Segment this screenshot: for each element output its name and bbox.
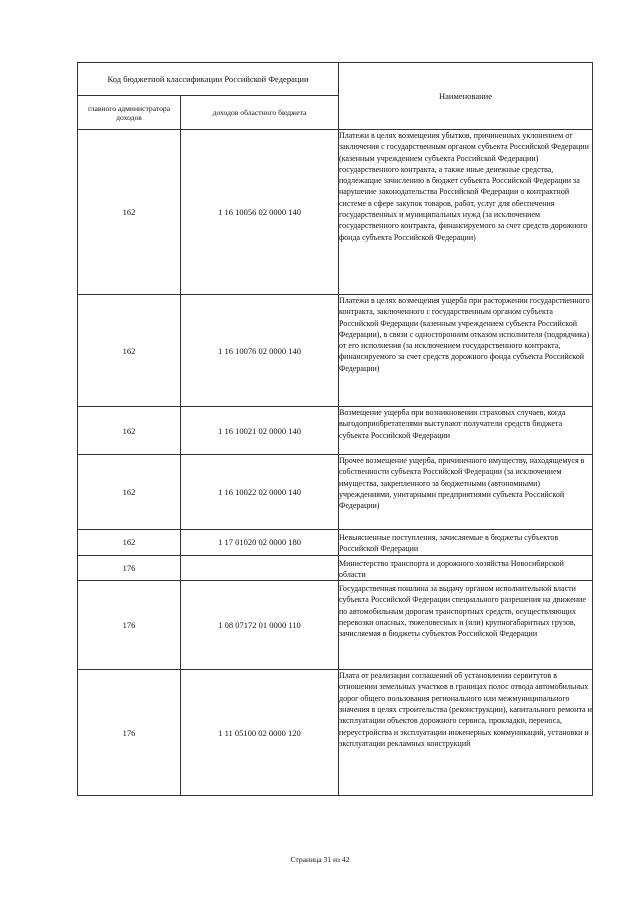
- admin-code-cell: 162: [78, 455, 181, 530]
- revenue-code-cell: 1 17 01020 02 0000 180: [181, 530, 339, 556]
- budget-classification-table: [77, 62, 593, 796]
- name-cell: Государственная пошлина за выдачу органом исполнительной власти субъекта Российской Федерации специального разрешения на движение по автомобильным дорогам транспортных средств, осуществляющих перевозки опасных, тяжеловесных и (или) крупногабаритных грузов, зачисляемая в бюджеты субъектов Российской Федерации: [339, 581, 593, 670]
- revenue-column-title: доходов областного бюджета: [181, 96, 339, 130]
- name-cell: Невыясненные поступления, зачисляемые в бюджеты субъектов Российской Федерации: [339, 530, 593, 556]
- table-row: [78, 295, 593, 407]
- table-row: [78, 670, 593, 796]
- table-row: [78, 581, 593, 670]
- name-cell: Платежи в целях возмещения ущерба при расторжении государственного контракта, заключенного с государственным органом субъекта Российской Федерации (казенным учреждением субъекта Российской Федерации), в связи с односторонним отказом исполнителя (подрядчика) от его исполнения (за исключением государственного контракта, финансируемого за счет средств дорожного фонда субъекта Российской Федерации): [339, 295, 593, 407]
- revenue-code-cell: 1 08 07172 01 0000 110: [181, 581, 339, 670]
- revenue-code-cell: 1 16 10021 02 0000 140: [181, 407, 339, 455]
- table-row: [78, 407, 593, 455]
- admin-code-cell: 162: [78, 295, 181, 407]
- name-cell: Плата от реализации соглашений об установлении сервитутов в отношении земельных участков в границах полос отвода автомобильных дорог общего пользования регионального или межмуниципального значения в целях строительства (реконструкции), капитального ремонта и эксплуатации объектов дорожного сервиса, прокладки, переноса, переустройства и эксплуатации инженерных коммуникаций, установки и эксплуатации рекламных конструкций: [339, 670, 593, 796]
- ministry-name-cell: Министерство транспорта и дорожного хозяйства Новосибирской области: [339, 555, 593, 581]
- name-cell: Платежи в целях возмещения убытков, причиненных уклонением от заключения с государственным органом субъекта Российской Федерации (казенным учреждением субъекта Российской Федерации) государственного контракта, а также иные денежные средства, подлежащие зачислению в бюджет субъекта Российской Федерации за нарушение законодательства Российской Федерации о контрактной системе в сфере закупок товаров, работ, услуг для обеспечения государственных и муниципальных нужд (за исключением государственного контракта, финансируемого за счет средств дорожного фонда субъекта Российской Федерации): [339, 130, 593, 295]
- table-row: [78, 555, 593, 581]
- admin-code-cell: 162: [78, 407, 181, 455]
- revenue-code-cell: 1 16 10076 02 0000 140: [181, 295, 339, 407]
- table-row: [78, 130, 593, 295]
- admin-code-cell: 176: [78, 581, 181, 670]
- admin-code-cell: 176: [78, 555, 181, 581]
- revenue-code-cell: [181, 555, 339, 581]
- name-column-title: Наименование: [339, 63, 593, 130]
- admin-code-cell: 162: [78, 530, 181, 556]
- admin-column-title: главного администратора доходов: [78, 96, 181, 130]
- revenue-code-cell: 1 16 10022 02 0000 140: [181, 455, 339, 530]
- table-row: [78, 530, 593, 556]
- table-header-row: [78, 63, 593, 96]
- name-cell: Возмещение ущерба при возникновении страховых случаев, когда выгодоприобретателями выступают получатели средств бюджета субъекта Российской Федерации: [339, 407, 593, 455]
- admin-code-cell: 176: [78, 670, 181, 796]
- revenue-code-cell: 1 11 05100 02 0000 120: [181, 670, 339, 796]
- table-row: [78, 455, 593, 530]
- classification-title: Код бюджетной классификации Российской Федерации: [78, 63, 339, 96]
- revenue-code-cell: 1 16 10056 02 0000 140: [181, 130, 339, 295]
- admin-code-cell: 162: [78, 130, 181, 295]
- page-number: Страница 31 из 42: [290, 855, 350, 864]
- name-cell: Прочее возмещение ущерба, причиненного имуществу, находящемуся в собственности субъекта Российской Федерации (за исключением имущества, закрепленного за бюджетными (автономными) учреждениями, унитарными предприятиями субъекта Российской Федерации): [339, 455, 593, 530]
